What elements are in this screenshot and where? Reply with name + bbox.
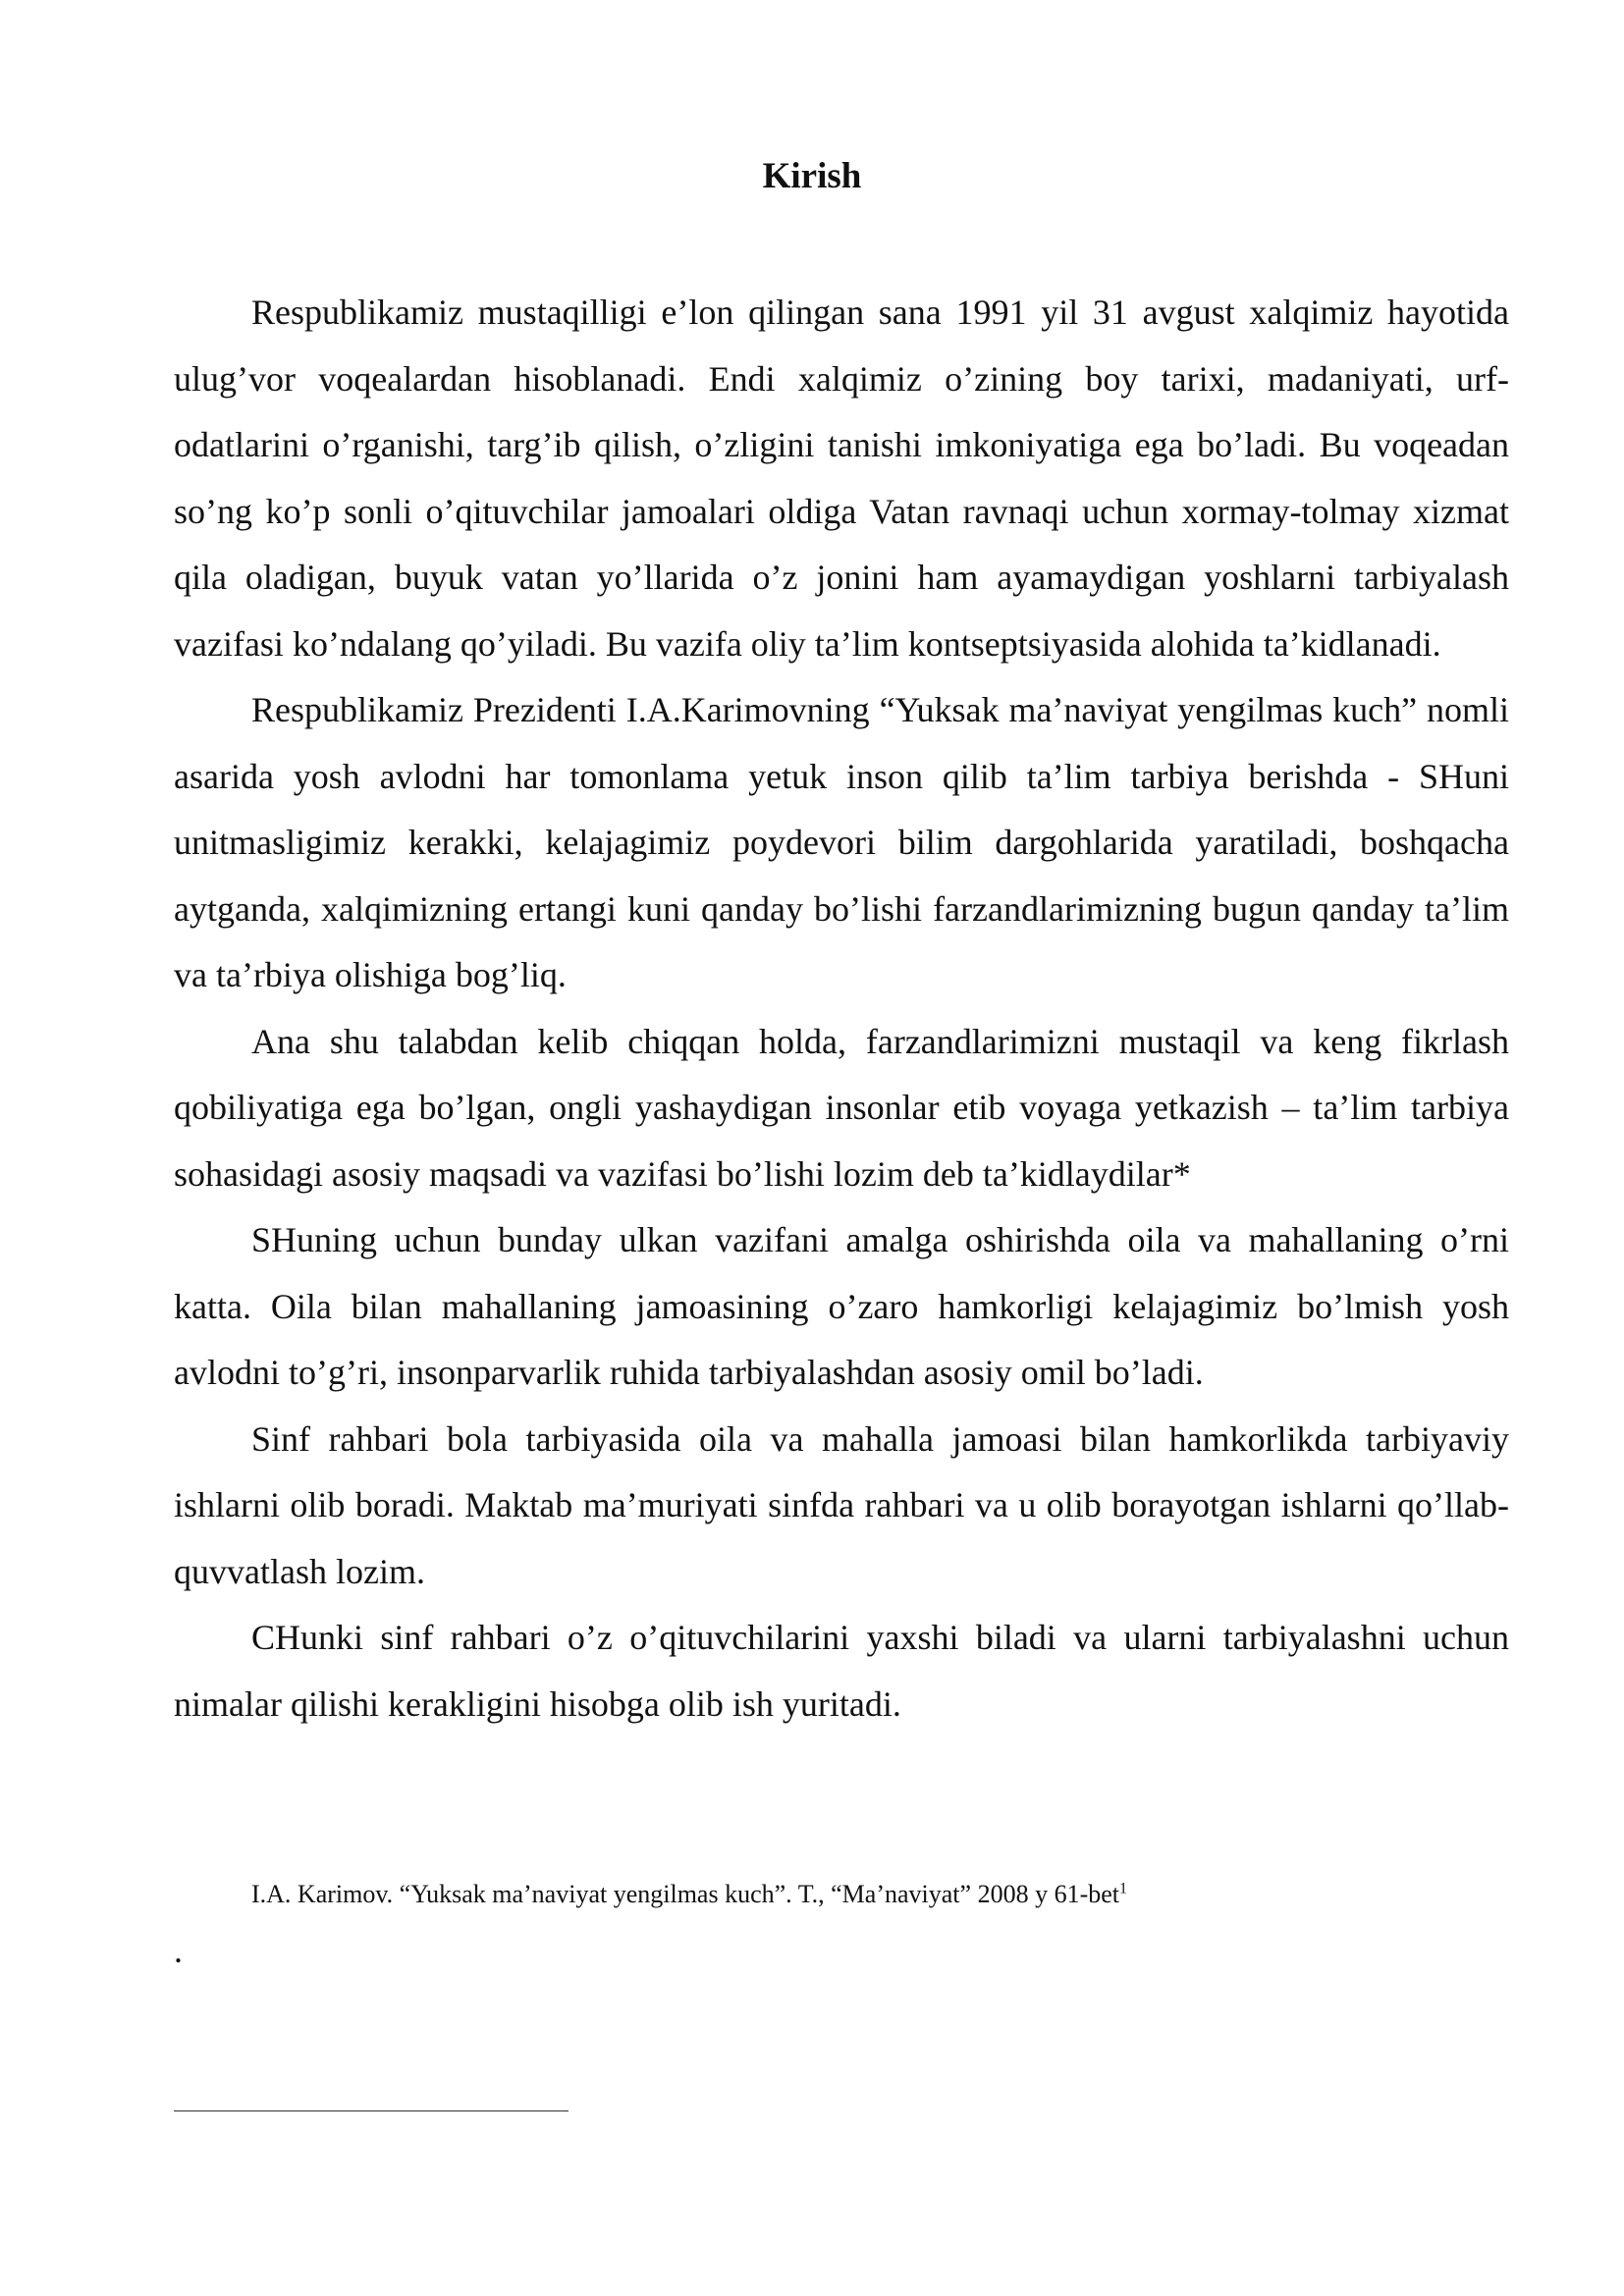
footnote-separator xyxy=(174,2110,568,2111)
document-body xyxy=(174,280,1509,1737)
document-title: Kirish xyxy=(762,156,862,196)
citation-line xyxy=(251,1875,1127,1914)
citation-text: I.A. Karimov. “Yuksak ma’naviyat yengilmas kuch”. T., “Ma’naviyat” 2008 y 61-bet xyxy=(251,1880,1119,1908)
paragraph: SHuning uchun bunday ulkan vazifani amalga oshirishda oila va mahallaning o’rni katta. Oila bilan mahallaning jamoasining o’zaro hamkorligi kelajagimiz bo’lmish yosh avlodni to’g’ri, insonparvarlik ruhida tarbiyalashdan asosiy omil bo’ladi. xyxy=(174,1220,1509,1392)
paragraph: Respublikamiz mustaqilligi e’lon qilingan sana 1991 yil 31 avgust xalqimiz hayotida ulug’vor voqealardan hisoblanadi. Endi xalqimiz o’zining boy tarixi, madaniyati, urf-odatlarini o’rganishi, targ’ib qilish, o’zligini tanishi imkoniyatiga ega bo’ladi. Bu voqeadan so’ng ko’p sonli o’qituvchilar jamoalari oldiga Vatan ravnaqi uchun xormay-tolmay xizmat qila oladigan, buyuk vatan yo’llarida o’z jonini ham ayamaydigan yoshlarni tarbiyalash vazifasi ko’ndalang qo’yiladi. Bu vazifa oliy ta’lim kontseptsiyasida alohida ta’kidlanadi. xyxy=(174,293,1509,664)
stray-dot: . xyxy=(174,1931,183,1970)
paragraph: Respublikamiz Prezidenti I.A.Karimovning “Yuksak ma’naviyat yengilmas kuch” nomli asarida yosh avlodni har tomonlama yetuk inson qilib ta’lim tarbiya berishda - SHuni unitmasligimiz kerakki, kelajagimiz poydevori bilim dargohlarida yaratiladi, boshqacha aytganda, xalqimizning ertangi kuni qanday bo’lishi farzandlarimizning bugun qanday ta’lim va ta’rbiya olishiga bog’liq. xyxy=(174,690,1509,994)
paragraph: CHunki sinf rahbari o’z o’qituvchilarini yaxshi biladi va ularni tarbiyalashni uchun nimalar qilishi kerakligini hisobga olib ish yuritadi. xyxy=(174,1618,1509,1724)
paragraph: Sinf rahbari bola tarbiyasida oila va mahalla jamoasi bilan hamkorlikda tarbiyaviy ishlarni olib boradi. Maktab ma’muriyati sinfda rahbari va u olib borayotgan ishlarni qo’llab- quvvatlash lozim. xyxy=(174,1418,1509,1591)
paragraph: Ana shu talabdan kelib chiqqan holda, farzandlarimizni mustaqil va keng fikrlash qobiliyatiga ega bo’lgan, ongli yashaydigan insonlar etib voyaga yetkazish – ta’lim tarbiya sohasidagi asosiy maqsadi va vazifasi bo’lishi lozim deb ta’kidlaydilar* xyxy=(174,1021,1509,1194)
citation-marker: 1 xyxy=(1119,1880,1127,1897)
